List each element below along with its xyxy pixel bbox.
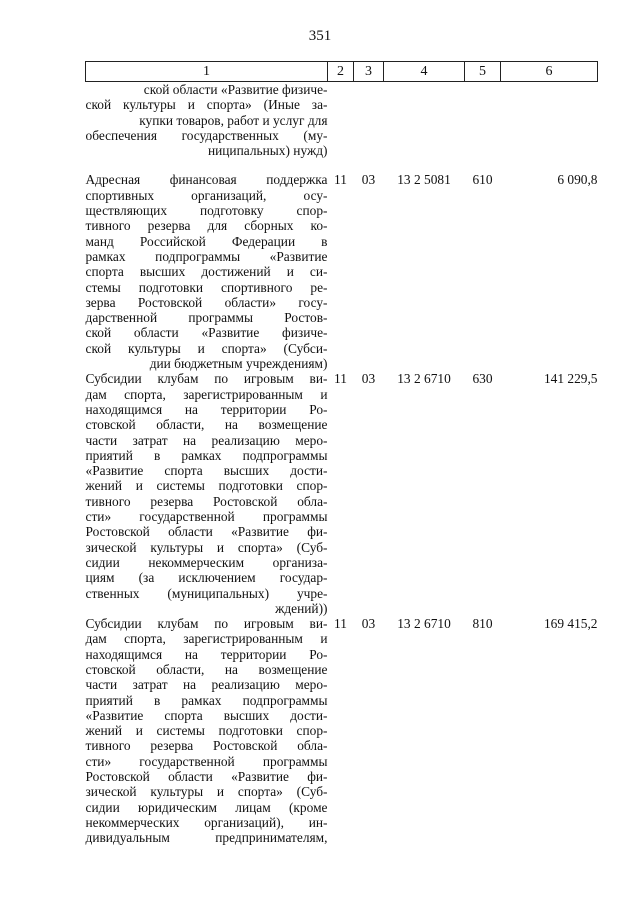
row-csr: 13 2 6710	[397, 371, 451, 387]
row-name-line: дии бюджетным учреждениям)	[149, 356, 328, 372]
table-row	[86, 616, 598, 845]
row-name-line: тивного резерва Ростовской обла-	[85, 738, 328, 754]
row-name-line: манд Российской Федерации в	[85, 233, 328, 249]
row-name-line: ской культуры и спорта» (Субси-	[85, 340, 328, 356]
row-amount	[501, 82, 598, 173]
row-name-line: Субсидии клубам по игровым ви-	[85, 371, 328, 387]
row-name-line: некоммерческих организаций), ин-	[85, 814, 328, 830]
row-name-line: сти» государственной программы	[85, 509, 328, 525]
row-rz: 11	[334, 616, 347, 632]
header-col-1: 1	[86, 62, 328, 82]
row-name-line: ской области «Развитие физиче-	[85, 325, 328, 341]
row-name-cell	[86, 371, 328, 616]
row-name-cell	[86, 172, 328, 371]
row-rz	[328, 82, 354, 173]
row-name-line: находящимся на территории Ро-	[85, 646, 328, 662]
row-amount: 6 090,8	[557, 172, 598, 188]
row-name-line: Субсидии клубам по игровым ви-	[85, 616, 328, 632]
row-name-line: сти» государственной программы	[85, 753, 328, 769]
row-name-line: «Развитие спорта высших дости-	[85, 707, 328, 723]
table-row	[86, 172, 598, 371]
row-name-line: Адресная финансовая поддержка	[85, 172, 328, 188]
row-vr: 810	[472, 616, 493, 632]
row-name-line: зерва Ростовской области» госу-	[85, 294, 328, 310]
row-name-line: купки товаров, работ и услуг для	[139, 112, 328, 128]
row-name-line: тивного резерва Ростовской обла-	[85, 493, 328, 509]
row-pr: 03	[361, 371, 376, 387]
row-rz: 11	[334, 172, 347, 188]
row-name-line: «Развитие спорта высших дости-	[85, 463, 328, 479]
row-name-line: жений и системы подготовки спор-	[85, 723, 328, 739]
row-name-line: находящимся на территории Ро-	[85, 401, 328, 417]
table-row	[86, 82, 598, 173]
row-name-line: части затрат на реализацию меро-	[85, 432, 328, 448]
header-row	[86, 62, 598, 82]
row-pr	[354, 82, 384, 173]
row-name-line: дам спорта, зарегистрированным и	[85, 386, 328, 402]
row-amount: 141 229,5	[543, 371, 598, 387]
header-col-5: 5	[465, 62, 501, 82]
row-name-line: ской культуры и спорта» (Иные за-	[85, 97, 328, 113]
row-name-line: приятий в рамках подпрограммы	[85, 692, 328, 708]
row-name-line: стемы подготовки спортивного ре-	[85, 279, 328, 295]
row-name-line: дам спорта, зарегистрированным и	[85, 631, 328, 647]
row-vr: 610	[472, 172, 493, 188]
row-name-line: ской области «Развитие физиче-	[143, 82, 328, 97]
row-pr: 03	[361, 616, 376, 632]
row-name-line: ждений))	[275, 600, 328, 616]
table-row	[86, 371, 598, 616]
row-csr	[384, 82, 465, 173]
row-name-cell	[86, 616, 328, 845]
row-csr: 13 2 6710	[397, 616, 451, 632]
row-name-line: сидии некоммерческим организа-	[85, 554, 328, 570]
row-name-line: рамках подпрограммы «Развитие	[85, 248, 328, 264]
row-name-line: приятий в рамках подпрограммы	[85, 447, 328, 463]
row-name-line: ственных (муниципальных) учре-	[85, 585, 328, 601]
row-name-line: обеспечения государственных (му-	[85, 127, 328, 143]
row-csr: 13 2 5081	[397, 172, 451, 188]
row-name-line: тивного резерва для сборных ко-	[85, 218, 328, 234]
row-name-line: спортивных организаций, осу-	[85, 187, 328, 203]
row-name-line: ниципальных) нужд)	[207, 143, 328, 159]
page-number: 351	[308, 28, 332, 44]
row-name-line: Ростовской области «Развитие фи-	[85, 524, 328, 540]
header-col-2: 2	[328, 62, 354, 82]
row-name-line: дивидуальным предпринимателям,	[85, 830, 328, 846]
row-pr: 03	[361, 172, 376, 188]
header-col-4: 4	[384, 62, 465, 82]
row-name-line: сидии юридическим лицам (кроме	[85, 799, 328, 815]
row-name-line: ществляющих подготовку спор-	[85, 203, 328, 219]
row-name-line: части затрат на реализацию меро-	[85, 677, 328, 693]
header-col-6: 6	[501, 62, 598, 82]
row-name-line: стовской области, на возмещение	[85, 417, 328, 433]
row-rz: 11	[334, 371, 347, 387]
row-vr	[465, 82, 501, 173]
row-name-line: дарственной программы Ростов-	[85, 310, 328, 326]
budget-table	[85, 61, 598, 846]
row-name-line: спорта высших достижений и си-	[85, 264, 328, 280]
row-name-line: стовской области, на возмещение	[85, 661, 328, 677]
row-name-line: зической культуры и спорта» (Суб-	[85, 784, 328, 800]
header-col-3: 3	[354, 62, 384, 82]
row-vr: 630	[472, 371, 493, 387]
row-amount: 169 415,2	[543, 616, 598, 632]
row-name-line: жений и системы подготовки спор-	[85, 478, 328, 494]
row-name-line: зической культуры и спорта» (Суб-	[85, 539, 328, 555]
row-name-line: циям (за исключением государ-	[85, 570, 328, 586]
row-name-cell	[86, 82, 328, 173]
row-name-line: Ростовской области «Развитие фи-	[85, 769, 328, 785]
